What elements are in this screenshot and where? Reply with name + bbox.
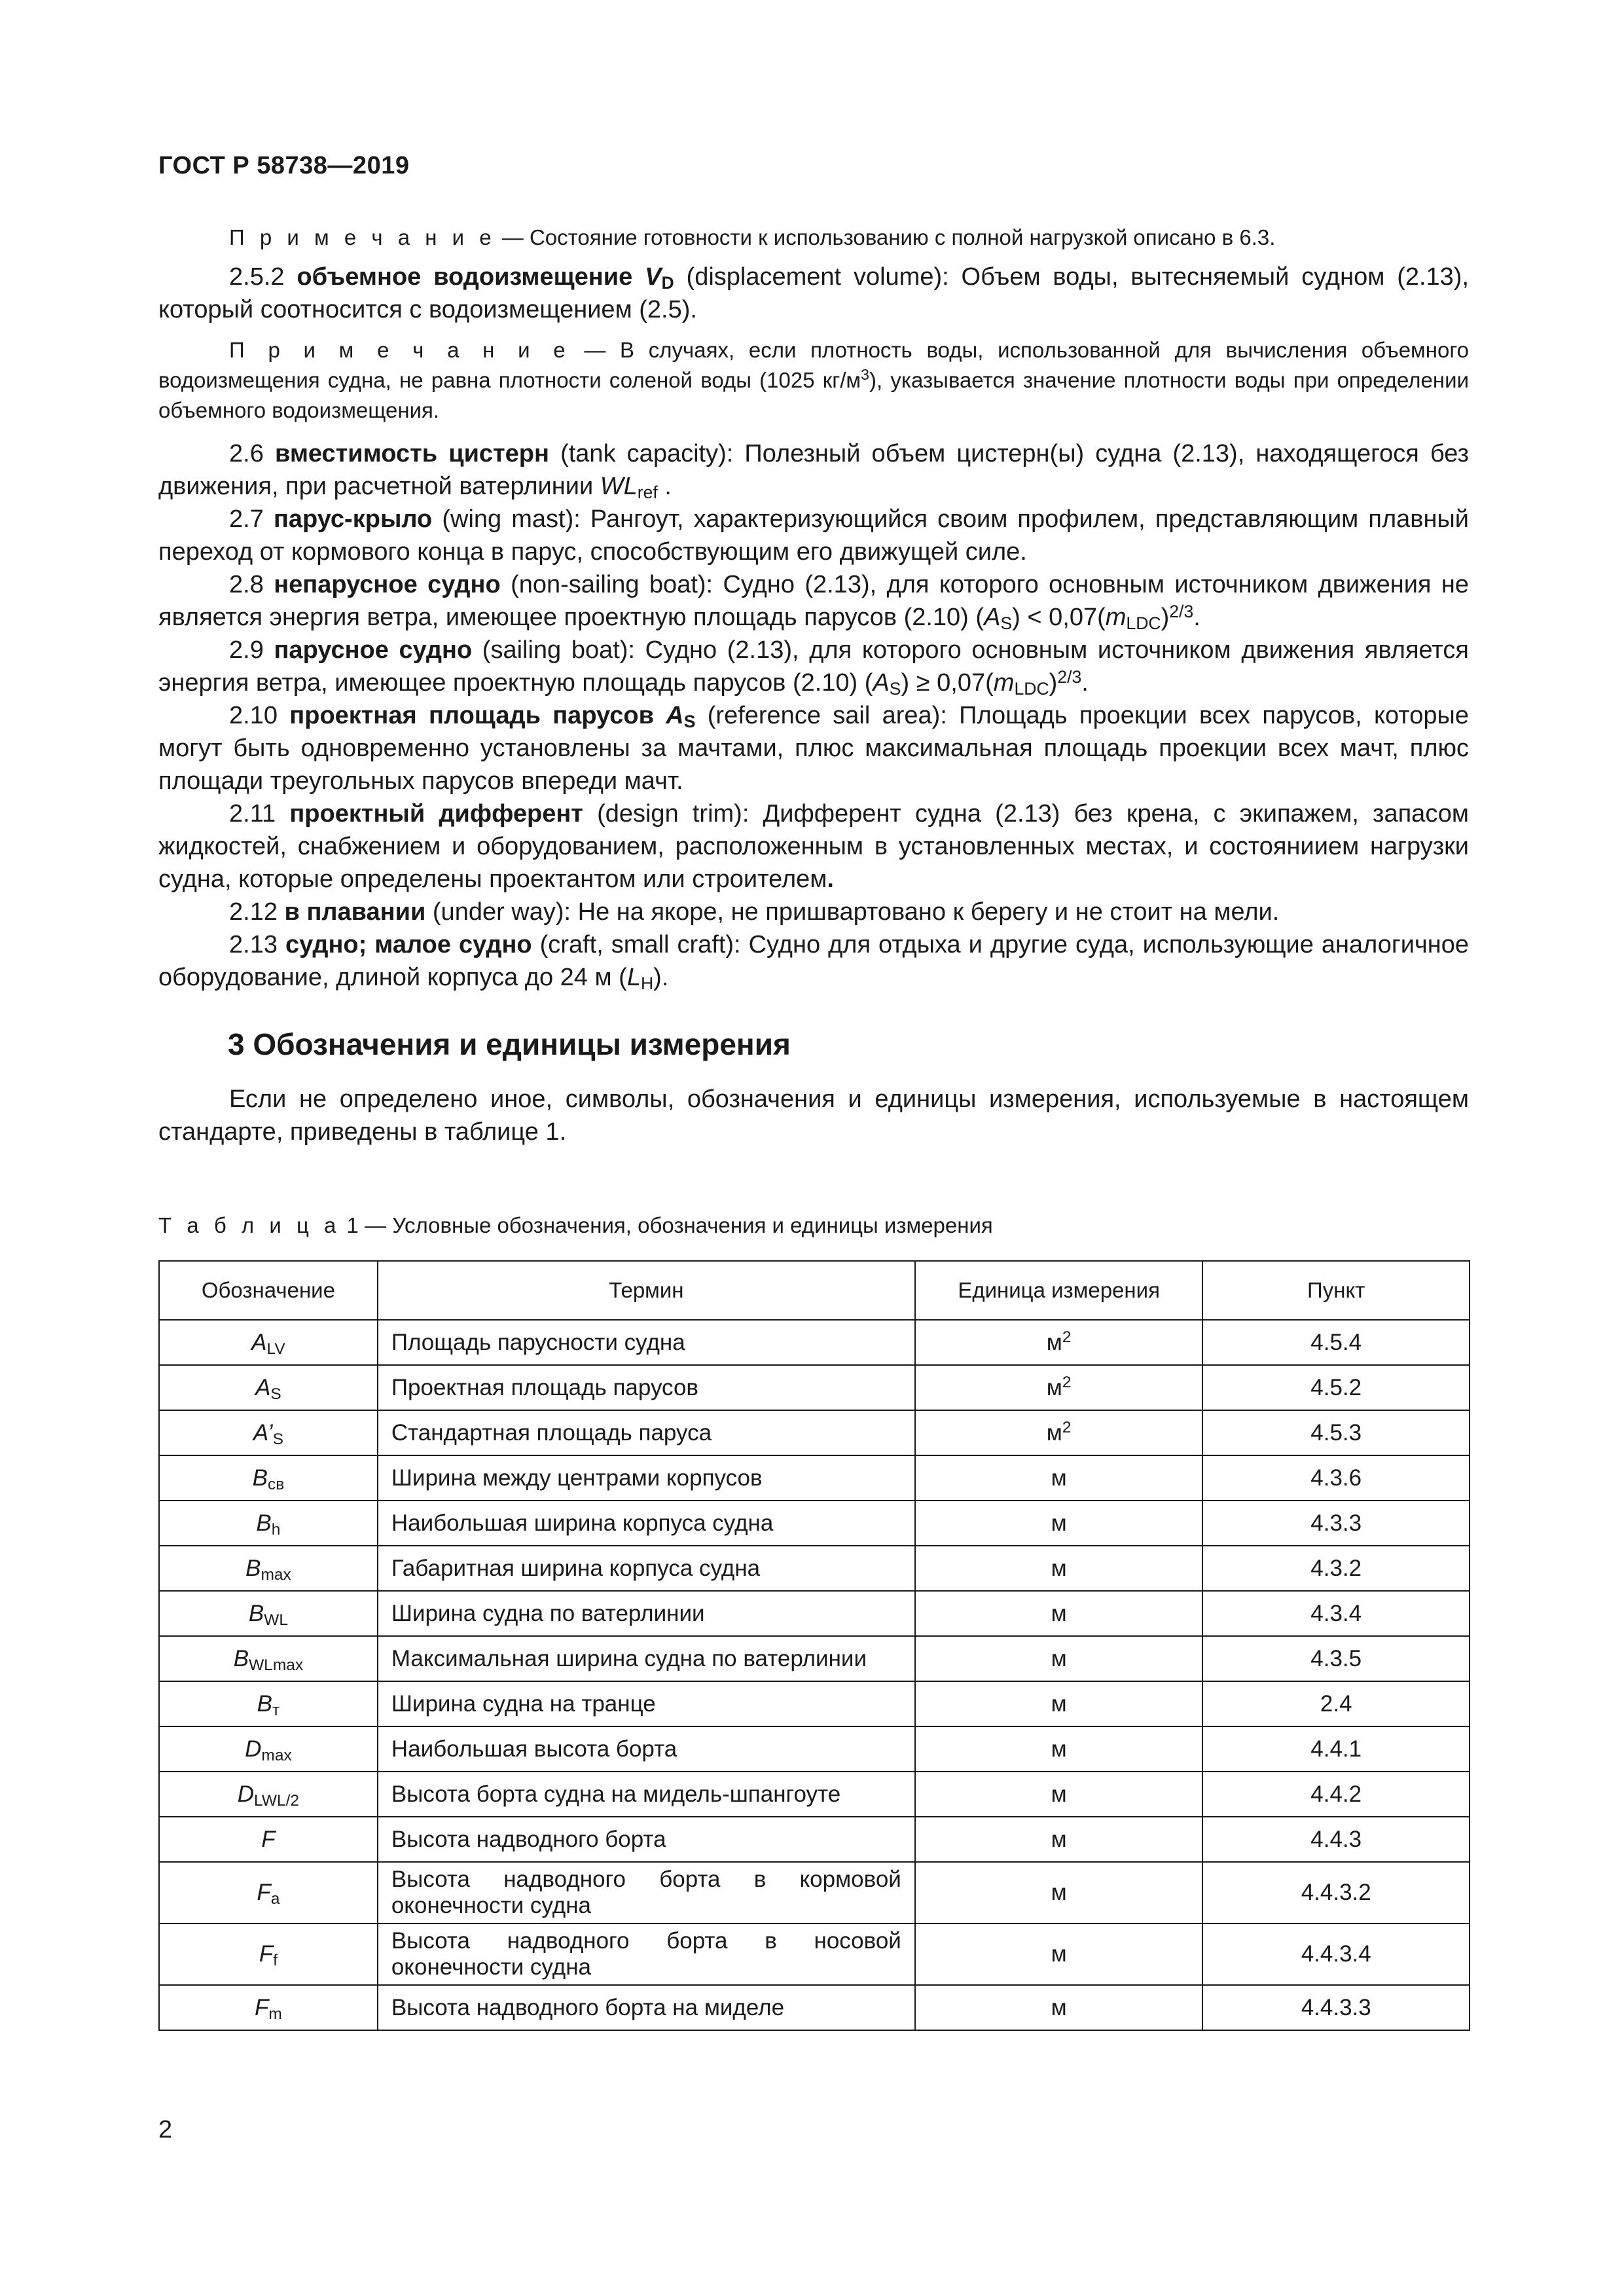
- section-3-title: 3 Обозначения и единицы измерения: [228, 1027, 791, 1061]
- note-2: П р и м е ч а н и е — В случаях, если плотность воды, использованной для вычисления объемного водоизмещения судна, не равна плотности соленой воды (1025 $кг/м^3$), указывается значение плотности воды при определении объемного водоизмещения.: [158, 338, 1470, 422]
- definition-2-11: 2.11 проектный дифферент (design trim): Дифферент судна (2.13) без крена, с экипажем, запасом жидкостей, снабжением и оборудованием, расположенным в установленных местах, и состояниием нагрузки судна, которые определены проектантом или строителем.: [158, 800, 1470, 893]
- term-cell: Ширина судна по ватерлинии: [378, 1591, 915, 1636]
- table-row: [159, 1726, 1470, 1772]
- symbol-cell: $A’_S$: [159, 1410, 378, 1455]
- symbol-cell: $F_a$: [159, 1862, 378, 1923]
- unit-cell: м: [915, 1681, 1203, 1726]
- symbol-cell: $F_m$: [159, 1985, 378, 2030]
- header-clause: Пункт: [1202, 1261, 1470, 1320]
- unit-cell: $м^2$: [915, 1410, 1203, 1455]
- term-cell: Высота надводного борта: [378, 1817, 915, 1862]
- table-row: [159, 1817, 1470, 1862]
- term-cell: Ширина между центрами корпусов: [378, 1455, 915, 1501]
- term-cell: Габаритная ширина корпуса судна: [378, 1546, 915, 1591]
- unit-cell: м: [915, 1726, 1203, 1772]
- section-3-intro: Если не определено иное, символы, обозначения и единицы измерения, используемые в настоящем стандарте, приведены в таблице 1.: [158, 1085, 1469, 1146]
- symbol-cell: $B_h$: [159, 1501, 378, 1546]
- definition-2-12: 2.12 в плавании (under way): Не на якоре, не пришвартовано к берегу и не стоит на мели.: [229, 898, 1280, 926]
- unit-cell: м: [915, 1636, 1203, 1681]
- table-row: [159, 1365, 1470, 1410]
- unit-cell: м: [915, 1455, 1203, 1501]
- clause-cell: 4.3.6: [1202, 1455, 1470, 1501]
- symbol-cell: $B_{WLmax}$: [159, 1636, 378, 1681]
- unit-cell: м: [915, 1985, 1203, 2030]
- term-cell: Наибольшая высота борта: [378, 1726, 915, 1772]
- header-unit: Единица измерения: [915, 1261, 1203, 1320]
- term-cell: Высота надводного борта в носовой оконечности судна: [378, 1923, 915, 1985]
- table-header-row: [159, 1261, 1470, 1320]
- clause-cell: 4.3.2: [1202, 1546, 1470, 1591]
- definition-2-7: 2.7 парус-крыло (wing mast): Рангоут, характеризующийся своим профилем, представляющим плавный переход от кормового конца в парус, способствующим его движущей силе.: [158, 505, 1469, 566]
- header-term: Термин: [378, 1261, 915, 1320]
- term-cell: Проектная площадь парусов: [378, 1365, 915, 1410]
- clause-cell: 4.5.3: [1202, 1410, 1470, 1455]
- symbol-cell: $A_S$: [159, 1365, 378, 1410]
- definition-2-8: 2.8 непарусное судно (non-sailing boat): Судно (2.13), для которого основным источником движения не является энергия ветра, имеющее проектную площадь парусов (2.10) $(A_S) < 0,07(m_{LDC})^{2/3}$.: [158, 571, 1470, 633]
- table-row: [159, 1862, 1470, 1923]
- standard-header: ГОСТ Р 58738—2019: [158, 152, 410, 179]
- page-number: 2: [158, 2116, 173, 2143]
- table-row: [159, 1923, 1470, 1985]
- table-row: [159, 1501, 1470, 1546]
- table-row: [159, 1410, 1470, 1455]
- clause-cell: 4.4.2: [1202, 1772, 1470, 1817]
- header-symbol: Обозначение: [159, 1261, 378, 1320]
- term-cell: Высота надводного борта на миделе: [378, 1985, 915, 2030]
- clause-cell: 4.3.3: [1202, 1501, 1470, 1546]
- symbol-cell: $D_{LWL/2}$: [159, 1772, 378, 1817]
- definition-2-5-2: 2.5.2 объемное водоизмещение $V_D$ (displacement volume): Объем воды, вытесняемый судном (2.13), который соотносится с водоизмещением (2.5).: [158, 263, 1470, 323]
- unit-cell: $м^2$: [915, 1320, 1203, 1365]
- table-row: [159, 1455, 1470, 1501]
- unit-cell: м: [915, 1923, 1203, 1985]
- definition-2-13: 2.13 судно; малое судно (craft, small craft): Судно для отдыха и другие суда, использующие аналогичное оборудование, длиной корпуса до 24 м $(L_H)$.: [158, 931, 1470, 993]
- unit-cell: $м^2$: [915, 1365, 1203, 1410]
- symbol-cell: $B_т$: [159, 1681, 378, 1726]
- note-1: П р и м е ч а н и е — Состояние готовности к использованию с полной нагрузкой описано в 6.3.: [229, 225, 1276, 249]
- term-cell: Ширина судна на транце: [378, 1681, 915, 1726]
- unit-cell: м: [915, 1591, 1203, 1636]
- clause-cell: 4.3.5: [1202, 1636, 1470, 1681]
- unit-cell: м: [915, 1772, 1203, 1817]
- symbols-table: [158, 1260, 1470, 2031]
- term-cell: Высота надводного борта в кормовой оконечности судна: [378, 1862, 915, 1923]
- definition-2-9: 2.9 парусное судно (sailing boat): Судно (2.13), для которого основным источником движения является энергия ветра, имеющее проектную площадь парусов (2.10) $(A_S) \ge 0,07(m_{LDC})^{2/3}$.: [158, 636, 1469, 699]
- term-cell: Высота борта судна на мидель-шпангоуте: [378, 1772, 915, 1817]
- symbol-cell: $A_{LV}$: [159, 1320, 378, 1365]
- definition-2-6: 2.6 вместимость цистерн (tank capacity): Полезный объем цистерн(ы) судна (2.13), находящегося без движения, при расчетной ватерлинии $WL_{ref}$ .: [158, 440, 1469, 502]
- clause-cell: 4.3.4: [1202, 1591, 1470, 1636]
- term-cell: Наибольшая ширина корпуса судна: [378, 1501, 915, 1546]
- symbol-cell: $B_{max}$: [159, 1546, 378, 1591]
- unit-cell: м: [915, 1546, 1203, 1591]
- symbol-cell: F: [159, 1817, 378, 1862]
- table-1-caption: Т а б л и ц а 1 — Условные обозначения, обозначения и единицы измерения: [158, 1213, 993, 1237]
- table-row: [159, 1772, 1470, 1817]
- table-row: [159, 1591, 1470, 1636]
- clause-cell: 4.4.1: [1202, 1726, 1470, 1772]
- table-row: [159, 1681, 1470, 1726]
- unit-cell: м: [915, 1862, 1203, 1923]
- symbol-cell: $B_{cв}$: [159, 1455, 378, 1501]
- table-row: [159, 1546, 1470, 1591]
- symbol-cell: $B_{WL}$: [159, 1591, 378, 1636]
- term-cell: Площадь парусности судна: [378, 1320, 915, 1365]
- definition-2-10: 2.10 проектная площадь парусов $A_S$ (reference sail area): Площадь проекции всех парусов, которые могут быть одновременно установлены за мачтами, плюс максимальная площадь проекции всех мачт, плюс площади треугольных парусов впереди мачт.: [158, 702, 1470, 795]
- term-cell: Стандартная площадь паруса: [378, 1410, 915, 1455]
- clause-cell: 4.4.3.2: [1202, 1862, 1470, 1923]
- table-row: [159, 1320, 1470, 1365]
- unit-cell: м: [915, 1501, 1203, 1546]
- clause-cell: 4.5.2: [1202, 1365, 1470, 1410]
- term-cell: Максимальная ширина судна по ватерлинии: [378, 1636, 915, 1681]
- unit-cell: м: [915, 1817, 1203, 1862]
- symbol-cell: $F_f$: [159, 1923, 378, 1985]
- symbol-cell: $D_{max}$: [159, 1726, 378, 1772]
- definitions-block: [158, 223, 1469, 1148]
- table-row: [159, 1636, 1470, 1681]
- clause-cell: 4.5.4: [1202, 1320, 1470, 1365]
- table-row: [159, 1985, 1470, 2030]
- clause-cell: 4.4.3: [1202, 1817, 1470, 1862]
- clause-cell: 2.4: [1202, 1681, 1470, 1726]
- clause-cell: 4.4.3.4: [1202, 1923, 1470, 1985]
- clause-cell: 4.4.3.3: [1202, 1985, 1470, 2030]
